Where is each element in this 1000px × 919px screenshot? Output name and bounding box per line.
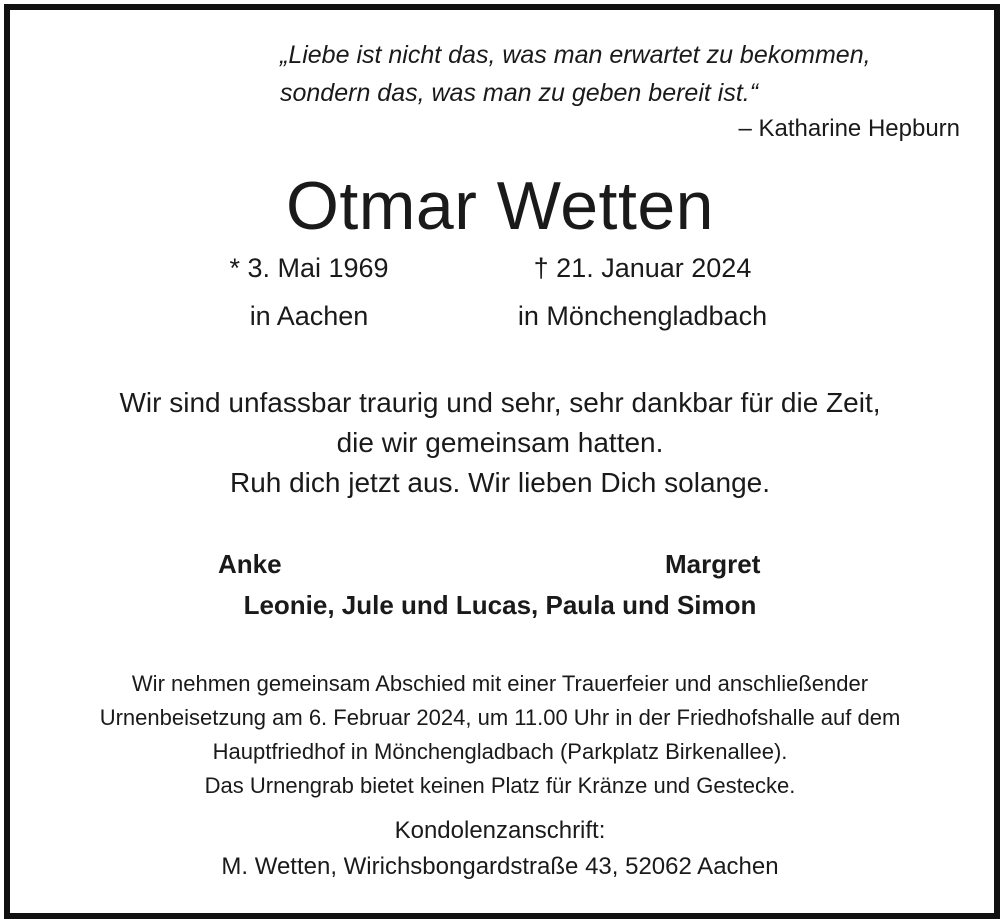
funeral-info-line-1: Wir nehmen gemeinsam Abschied mit einer Trauerfeier und anschließender bbox=[131, 671, 869, 696]
funeral-info-line-3: Hauptfriedhof in Mönchengladbach (Parkplatz Birkenallee). bbox=[212, 739, 788, 764]
condolence-label: Kondolenzanschrift: bbox=[394, 817, 606, 844]
message-line-2: die wir gemeinsam hatten. bbox=[336, 427, 664, 458]
birth-place: in Aachen bbox=[249, 301, 369, 331]
condolence-address: M. Wetten, Wirichsbongardstraße 43, 52062 Aachen bbox=[221, 853, 779, 880]
quote-author: – Katharine Hepburn bbox=[738, 115, 960, 142]
funeral-info-line-2: Urnenbeisetzung am 6. Februar 2024, um 11.00 Uhr in der Friedhofshalle auf dem bbox=[99, 705, 901, 730]
deceased-name: Otmar Wetten bbox=[286, 168, 714, 244]
family-name-left: Anke bbox=[218, 549, 282, 579]
message-line-1: Wir sind unfassbar traurig und sehr, sehr dankbar für die Zeit, bbox=[119, 387, 881, 418]
family-children: Leonie, Jule und Lucas, Paula und Simon bbox=[243, 590, 757, 620]
quote-line-1: „Liebe ist nicht das, was man erwartet zu bekommen, bbox=[280, 41, 871, 69]
death-date: † 21. Januar 2024 bbox=[533, 253, 752, 283]
message-line-3: Ruh dich jetzt aus. Wir lieben Dich solange. bbox=[229, 467, 771, 498]
funeral-info-line-4: Das Urnengrab bietet keinen Platz für Kränze und Gestecke. bbox=[204, 773, 796, 798]
family-name-right: Margret bbox=[665, 549, 761, 579]
death-place: in Mönchengladbach bbox=[517, 301, 768, 331]
quote-line-2: sondern das, was man zu geben bereit ist.“ bbox=[280, 79, 759, 107]
birth-date: * 3. Mai 1969 bbox=[229, 253, 389, 283]
